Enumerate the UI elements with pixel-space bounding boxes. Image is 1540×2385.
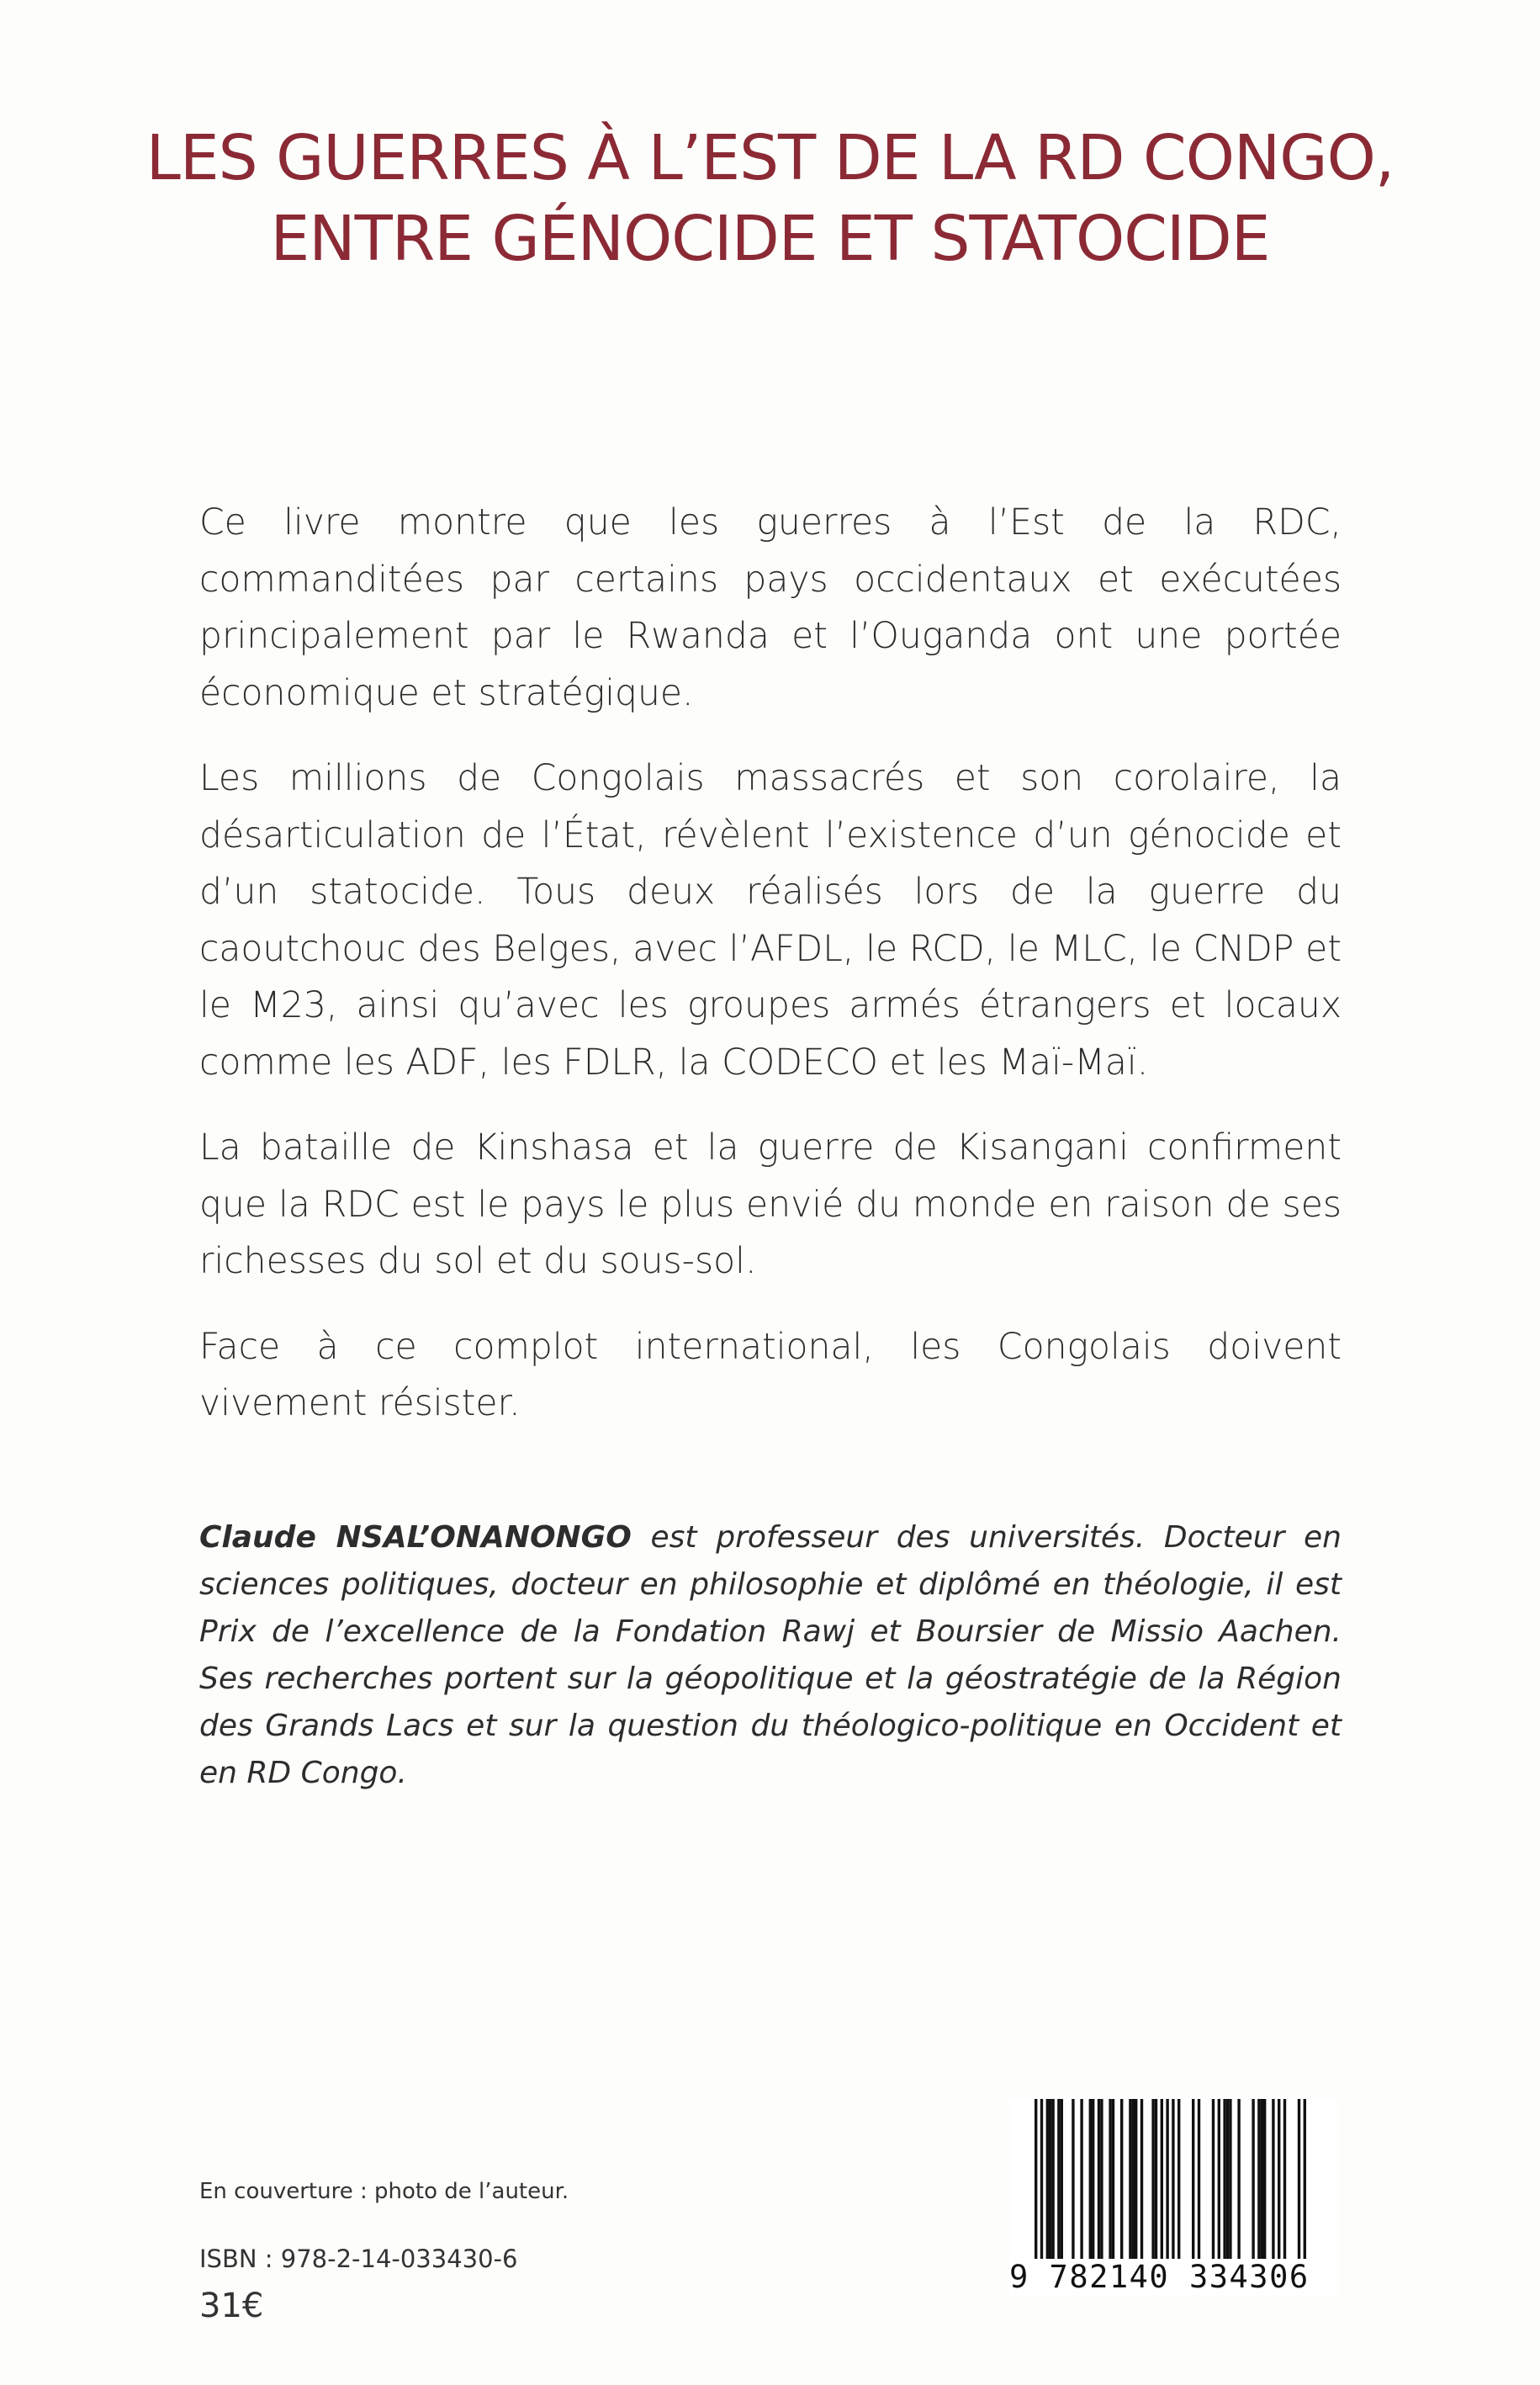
synopsis-paragraph: Les millions de Congolais massacrés et son corolaire, la désarticulation de l’État, révèlent l’existence d’un génocide et d’un statocide. Tous deux réalisés lors de la guerre du caoutchouc des Belges, avec l’AFDL, le RCD, le MLC, le CNDP et le M23, ainsi qu’avec les groupes armés étrangers et locaux comme les ADF, les FDLR, la CODECO et les Maï-Maï. [199,758,1342,1084]
price: 31€ [199,2287,264,2325]
barcode-bar [1089,2099,1092,2259]
barcode-bar [1161,2099,1163,2259]
title-line-2: ENTRE GÉNOCIDE ET STATOCIDE [270,203,1270,275]
barcode-bar [1080,2099,1082,2259]
barcode-bar [1223,2099,1225,2259]
synopsis-paragraph: La bataille de Kinshasa et la guerre de Kisangani confirment que la RDC est le pays le plus envié du monde en raison de ses richesses du sol et du sous-sol. [199,1127,1342,1282]
barcode-bar [1272,2099,1274,2259]
barcode-bar [1051,2099,1054,2259]
barcode-bar [1192,2099,1194,2259]
synopsis-paragraph: Face à ce complot international, les Congolais doivent vivement résister. [199,1326,1342,1424]
barcode-bar [1263,2099,1266,2259]
barcode-bar [1198,2099,1200,2259]
synopsis-paragraph: Ce livre montre que les guerres à l’Est de la RDC, commanditées par certains pays occidentaux et exécutées principalement par le Rwanda et l’Ouganda ont une portée économique et stratégique. [199,502,1342,714]
barcode-bar [1218,2099,1220,2259]
author-name: Claude NSAL’ONANONGO [199,1520,632,1555]
barcode-bar [1155,2099,1157,2259]
barcode-bar [1035,2099,1037,2259]
barcode-bar [1283,2099,1286,2259]
barcode-bar [1177,2099,1180,2259]
author-bio [199,1514,1342,1797]
barcode-bar [1237,2099,1240,2259]
cover-credit: En couverture : photo de l’auteur. [199,2179,569,2204]
synopsis [199,495,1342,1461]
barcode-bar [1098,2099,1100,2259]
barcode-bar [1257,2099,1260,2259]
barcode-bar [1072,2099,1074,2259]
barcode-bar [1100,2099,1103,2259]
barcode-bar [1298,2099,1300,2259]
barcode-bar [1278,2099,1280,2259]
barcode-bar [1172,2099,1174,2259]
barcode-bar [1132,2099,1135,2259]
barcode-bar [1140,2099,1143,2259]
title-line-1: LES GUERRES À L’EST DE LA RD CONGO, [146,122,1394,194]
author-bio-text: est professeur des universités. Docteur en sciences politiques, docteur en philosophie et diplômé en théologie, il est Prix de l’excellence de la Fondation Rawj et Boursier de Missio Aachen. Ses recherches portent sur la géopolitique et la géostratégie de la Région des Grands Lacs et sur la question du théologico-politique en Occident et en RD Congo. [199,1520,1342,1790]
barcode-bar [1040,2099,1043,2259]
barcode-bar [1226,2099,1229,2259]
barcode-bar [1112,2099,1114,2259]
barcode-bar [1212,2099,1215,2259]
barcode-bar [1252,2099,1254,2259]
barcode-bar [1061,2099,1063,2259]
barcode-bar [1129,2099,1131,2259]
barcode-bars [1009,2099,1337,2259]
barcode-bar [1261,2099,1263,2259]
barcode-bar [1135,2099,1137,2259]
barcode-digits: 9 782140 334306 [1009,2259,1337,2295]
barcode-bar [1057,2099,1060,2259]
isbn: ISBN : 978-2-14-033430-6 [199,2245,518,2273]
barcode-bar [1120,2099,1123,2259]
barcode [1009,2099,1337,2295]
barcode-bar [1151,2099,1154,2259]
barcode-bar [1166,2099,1168,2259]
barcode-bar [1092,2099,1094,2259]
barcode-bar [1109,2099,1111,2259]
barcode-bar [1049,2099,1051,2259]
barcode-bar [1229,2099,1231,2259]
book-title [0,118,1540,279]
barcode-bar [1304,2099,1306,2259]
barcode-bar [1046,2099,1049,2259]
